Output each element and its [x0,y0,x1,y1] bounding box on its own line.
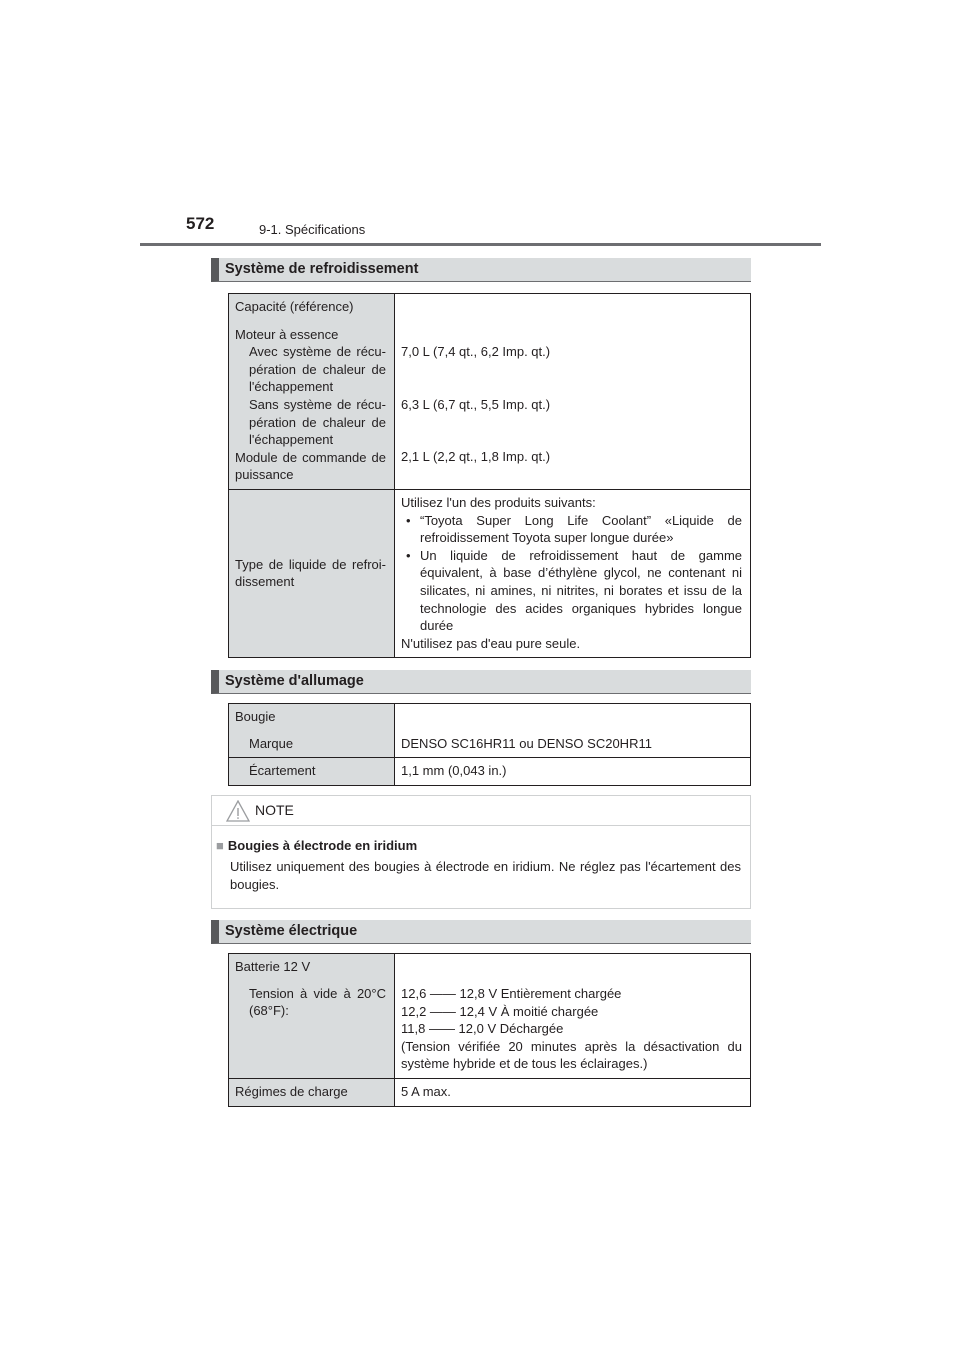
gap-value: 1,1 mm (0,043 in.) [401,763,507,779]
table-row [229,294,751,490]
pcu-label: Module de commande de puissance [235,449,386,483]
table-value-cell [395,1078,751,1106]
table-row [229,489,751,657]
charge-label: Régimes de charge [235,1083,348,1099]
header-rule [140,243,821,246]
note-header [212,796,750,826]
electrical-spec-table [228,953,751,1107]
cooling-section-header [211,258,751,282]
brand-label: Marque [249,735,294,751]
note-title-text: Bougies à électrode en iridium [227,838,418,853]
cooling-spec-table [228,293,751,658]
cooling-section-title: Système de refroidissement [225,261,419,277]
pcu-value: 2,1 L (2,2 qt., 1,8 Imp. qt.) [401,449,551,465]
coolant-intro: Utilisez l'un des produits suivants: [401,494,596,510]
coolant-warning: N'utilisez pas d'eau pure seule. [401,635,581,651]
table-key-cell [229,294,395,490]
table-key-cell [229,1078,395,1106]
capacity-label: Capacité (référence) [235,299,354,314]
brand-value: DENSO SC16HR11 ou DENSO SC20HR11 [401,735,652,751]
table-value-cell [395,758,751,786]
table-row [229,704,751,758]
without-heat-label: Sans système de récu-pération de chaleur de l'échappement [249,396,386,448]
coolant-option [401,512,742,547]
coolant-type-label: Type de liquide de refroi-dissement [235,556,386,590]
note-label: NOTE [255,802,294,818]
voltage-line: 12,6 —— 12,8 V Entièrement chargée [401,986,622,1001]
table-key-cell [229,758,395,786]
table-row [229,1078,751,1106]
section-breadcrumb: 9-1. Spécifications [259,222,366,237]
engine-label: Moteur à essence [235,326,339,342]
table-value-cell [395,294,751,490]
voltage-note: (Tension vérifiée 20 minutes après la désactivation du système hybride et de tous les éclairages.) [401,1038,742,1072]
note-body: Utilisez uniquement des bougies à électrode en iridium. Ne réglez pas l'écartement des bougies. [230,859,741,892]
electrical-section-title: Système électrique [225,923,358,939]
voltage-line: 11,8 —— 12,0 V Déchargée [401,1021,564,1037]
coolant-option [401,547,742,635]
plug-label: Bougie [235,709,276,724]
ignition-section-title: Système d'allumage [225,673,364,689]
voltage-line: 12,2 —— 12,4 V À moitié chargée [401,1003,599,1019]
ignition-section-header [211,670,751,694]
electrical-section-header [211,920,751,944]
table-row [229,758,751,786]
warning-triangle-icon [226,800,250,822]
table-row [229,954,751,1079]
table-value-cell [395,489,751,657]
bullet-icon: • [406,547,411,563]
note-box [211,795,751,909]
with-heat-label: Avec système de récu-pération de chaleur de l'échappement [249,344,386,395]
table-value-cell [395,954,751,1079]
table-key-cell [229,489,395,657]
square-bullet-icon: ■ [216,838,224,853]
battery-label: Batterie 12 V [235,959,311,974]
coolant-option-text: Un liquide de refroidissement haut de gamme équivalent, à base d’éthylène glycol, ne contenant ni silicates, ni amines, ni nitrites, ni borates et issu de la technologie des acides organiques hybrides longue durée [420,547,742,634]
table-key-cell [229,954,395,1079]
table-key-cell [229,704,395,758]
without-heat-value: 6,3 L (6,7 qt., 5,5 Imp. qt.) [401,396,551,412]
page-number: 572 [186,214,215,233]
note-title [216,838,417,853]
ignition-spec-table [228,703,751,786]
bullet-icon: • [406,512,411,528]
voltage-label: Tension à vide à 20°C (68°F): [249,985,386,1019]
with-heat-value: 7,0 L (7,4 qt., 6,2 Imp. qt.) [401,344,551,359]
charge-value: 5 A max. [401,1083,451,1099]
table-value-cell [395,704,751,758]
coolant-option-text: “Toyota Super Long Life Coolant” «Liquide de refroidissement Toyota super longue durée» [420,512,742,546]
gap-label: Écartement [249,763,316,779]
